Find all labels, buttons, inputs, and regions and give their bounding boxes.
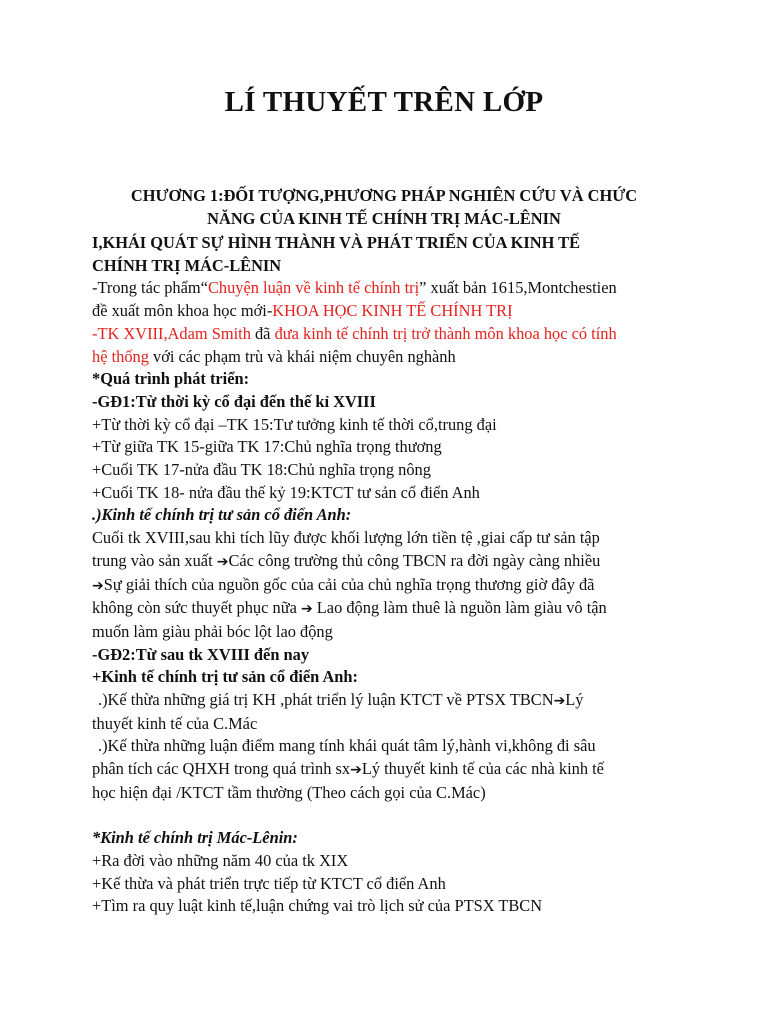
paragraph-1-line-2 — [92, 300, 688, 323]
ktct-l2-a: trung vào sản xuất — [92, 550, 217, 570]
gd1-heading: -GĐ1:Từ thời kỳ cổ đại đến thế kỉ XVIII — [92, 391, 376, 411]
arrow-right-icon: ➔ — [350, 762, 362, 779]
ml-item: +Tìm ra quy luật kinh tế,luận chứng vai trò lịch sử của PTSX TBCN — [92, 896, 543, 916]
ktct-l4-b: Lao động làm thuê là nguồn làm giàu vô tận — [312, 598, 607, 618]
gd2-item-2-line-1: .)Kế thừa những luận điểm mang tính khái quát tâm lý,hành vi,không đi sâu — [98, 736, 596, 756]
gd2-item-1-line-1 — [92, 689, 688, 713]
gd1-item: +Từ thời kỳ cổ đại –TK 15:Tư tưởng kinh tế thời cổ,trung đại — [92, 414, 497, 434]
p2-text-mid: đã — [250, 323, 275, 343]
ktct-l4-a: không còn sức thuyết phục nữa — [92, 598, 301, 618]
page-title: LÍ THUYẾT TRÊN LỚP — [224, 86, 544, 118]
ml-item: +Ra đời vào những năm 40 của tk XIX — [92, 850, 349, 870]
paragraph-2-line-1 — [92, 323, 688, 346]
ktct-para-line-4 — [92, 597, 688, 621]
gd2-item-2-line-3: học hiện đại /KTCT tầm thường (Theo cách gọi của C.Mác) — [92, 782, 486, 802]
arrow-right-icon: ➔ — [216, 553, 229, 570]
section-heading-line-1: I,KHÁI QUÁT SỰ HÌNH THÀNH VÀ PHÁT TRIỂN CỦA KINH TẾ — [92, 233, 581, 252]
p1-highlight-book: Chuyện luận về kinh tế chính trị — [207, 278, 420, 298]
ktct-para-line-5: muốn làm giàu phải bóc lột lao động — [92, 621, 333, 641]
p1-text-l2: đề xuất môn khoa học mới- — [92, 301, 273, 321]
ktct-para-line-1: Cuối tk XVIII,sau khi tích lũy được khối lượng lớn tiền tệ ,giai cấp tư sản tập — [92, 528, 600, 548]
gd2-item-2-line-2 — [92, 758, 688, 782]
paragraph-2-line-2 — [92, 346, 688, 369]
ktct-para-line-2 — [92, 550, 688, 574]
gd2-subheading: +Kinh tế chính trị tư sản cổ điển Anh: — [92, 667, 358, 687]
ktct-heading: .)Kinh tế chính trị tư sản cổ điển Anh: — [92, 505, 352, 525]
arrow-right-icon: ➔ — [92, 577, 104, 594]
ktct-l2-b: Các công trường thủ công TBCN ra đời ngày càng nhiều — [228, 550, 601, 570]
ml-item: +Kế thừa và phát triển trực tiếp từ KTCT cổ điển Anh — [92, 873, 446, 893]
ml-heading: *Kinh tế chính trị Mác-Lênin: — [92, 828, 298, 848]
p2-text-tail: với các phạm trù và khái niệm chuyên nghành — [148, 346, 456, 366]
gd1-item: +Từ giữa TK 15-giữa TK 17:Chủ nghĩa trọng thương — [92, 437, 442, 457]
chapter-heading-line-1: CHƯƠNG 1:ĐỐI TƯỢNG,PHƯƠNG PHÁP NGHIÊN CỨU VÀ CHỨC — [130, 186, 638, 205]
gd2-item1-b: Lý — [565, 690, 584, 710]
arrow-right-icon: ➔ — [553, 693, 566, 710]
chapter-heading-line-2: NĂNG CỦA KINH TẾ CHÍNH TRỊ MÁC-LÊNIN — [207, 209, 561, 228]
document-body — [92, 232, 688, 918]
gd1-item: +Cuối TK 17-nửa đầu TK 18:Chủ nghĩa trọng nông — [92, 460, 431, 480]
p2-dash: - — [92, 323, 98, 343]
p1-text-b: ” xuất bản 1615,Montchestien — [419, 278, 617, 298]
paragraph-1-line-1 — [92, 277, 688, 300]
ktct-para-line-3 — [92, 574, 688, 598]
chapter-heading — [92, 184, 676, 230]
section-heading-line-2: CHÍNH TRỊ MÁC-LÊNIN — [92, 255, 282, 275]
arrow-right-icon: ➔ — [300, 601, 313, 618]
gd1-item: +Cuối TK 18- nửa đầu thế kỷ 19:KTCT tư sản cổ điển Anh — [92, 482, 480, 502]
process-heading: *Quá trình phát triển: — [92, 369, 250, 389]
spacer — [92, 805, 688, 828]
gd2-item2-c: Lý thuyết kinh tế của các nhà kinh tế — [361, 759, 604, 779]
p2-highlight-claim: đưa kinh tế chính trị trở thành môn khoa học có tính — [274, 323, 617, 343]
p2-highlight-system: hệ thống — [92, 346, 149, 366]
gd2-item-1-line-2: thuyết kinh tế của C.Mác — [92, 713, 258, 733]
p1-text-a: -Trong tác phẩm“ — [92, 278, 208, 298]
ktct-l3: Sự giải thích của nguồn gốc của cải của chủ nghĩa trọng thương giờ đây đã — [103, 574, 595, 594]
p1-highlight-discipline: KHOA HỌC KINH TẾ CHÍNH TRỊ — [272, 301, 513, 321]
gd2-item2-b: phân tích các QHXH trong quá trình sx — [92, 759, 351, 779]
p2-highlight-adam-smith: TK XVIII,Adam Smith — [97, 323, 251, 343]
gd2-item1-a: .)Kế thừa những giá trị KH ,phát triển lý luận KTCT về PTSX TBCN — [98, 690, 554, 710]
gd2-heading: -GĐ2:Từ sau tk XVIII đến nay — [92, 644, 310, 664]
